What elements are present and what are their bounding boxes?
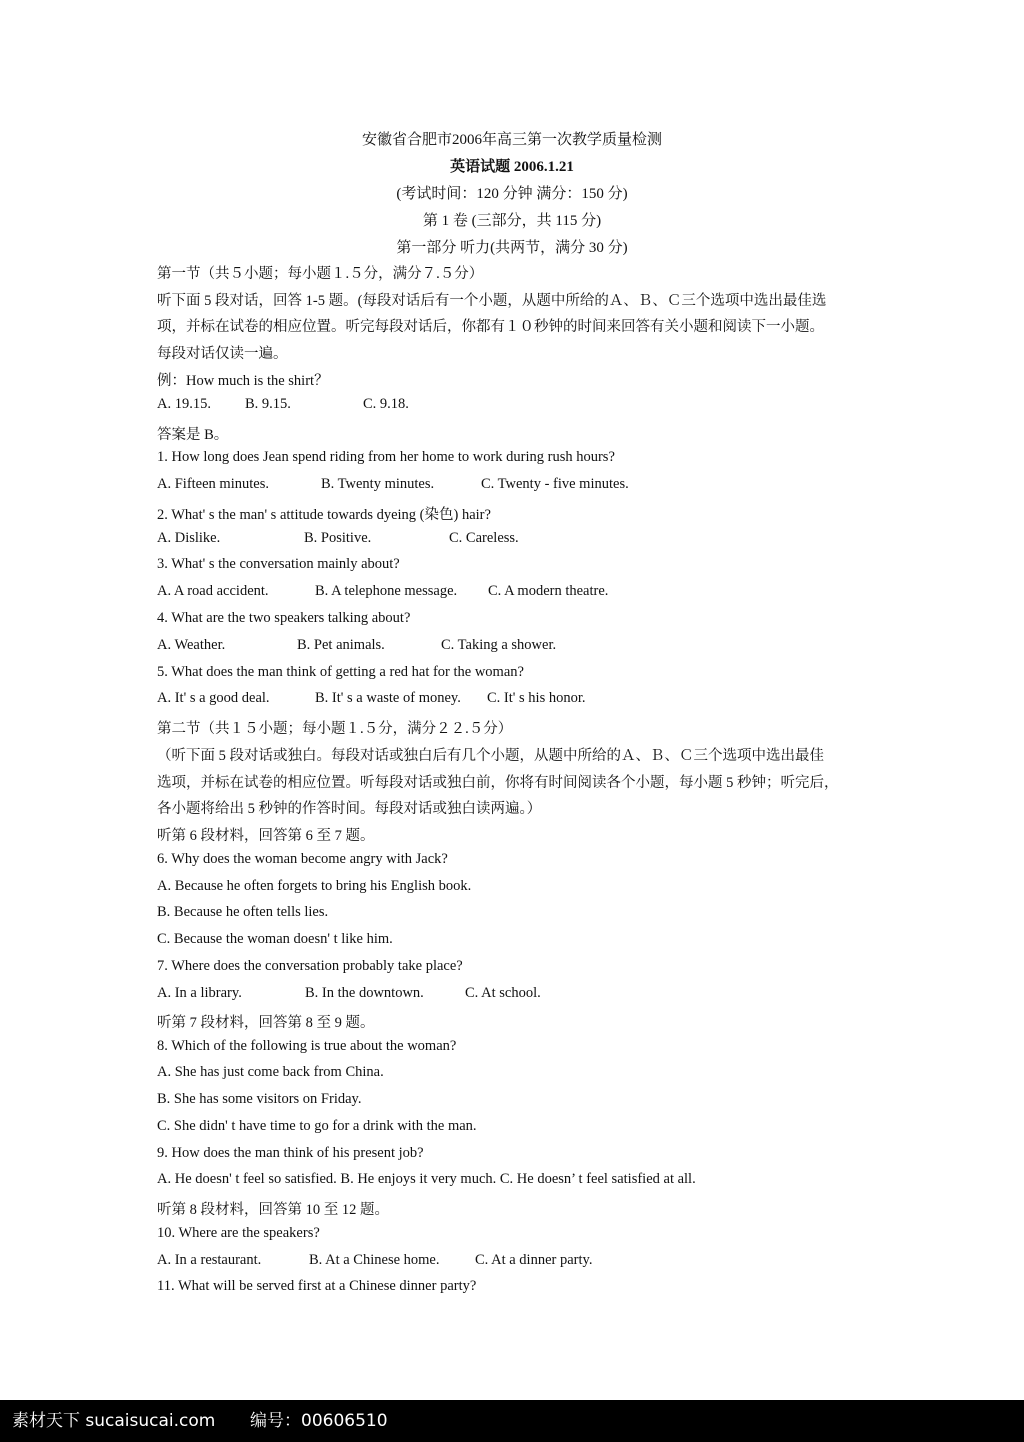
section2-title: 第二节（共１５小题；每小题１.５分，满分２２.５分） bbox=[157, 721, 513, 737]
question-8-option-a: A. She has just come back from China. bbox=[157, 1064, 384, 1080]
exam-title: 安徽省合肥市2006年高三第一次教学质量检测 bbox=[361, 132, 662, 148]
question-1: 1. How long does Jean spend riding from her home to work during rush hours? bbox=[157, 449, 615, 465]
option-b: B. At a Chinese home. bbox=[309, 1252, 440, 1268]
question-9: 9. How does the man think of his present job? bbox=[157, 1145, 424, 1161]
option-b: B. In the downtown. bbox=[305, 985, 424, 1001]
section1-instruction-line1: 听下面 5 段对话，回答 1-5 题。(每段对话后有一个小题，从题中所给的Ａ、Ｂ、Ｃ三个选项中选出最佳选 bbox=[157, 293, 827, 309]
question-4-options bbox=[157, 637, 556, 654]
volume-heading: 第 1 卷 (三部分，共 115 分) bbox=[422, 213, 602, 229]
example-answer: 答案是 B。 bbox=[157, 427, 229, 443]
question-8-option-b: B. She has some visitors on Friday. bbox=[157, 1091, 362, 1107]
question-7: 7. Where does the conversation probably take place? bbox=[157, 958, 463, 974]
question-1-options bbox=[157, 476, 629, 493]
option-b: B. It' s a waste of money. bbox=[315, 690, 461, 706]
option-c: C. At a dinner party. bbox=[475, 1252, 593, 1268]
option-a: A. A road accident. bbox=[157, 583, 269, 599]
section2-instruction-line2: 选项，并标在试卷的相应位置。听每段对话或独白前，你将有时间阅读各个小题，每小题 5 秒钟；听完后， bbox=[157, 775, 839, 791]
option-a: A. Fifteen minutes. bbox=[157, 476, 269, 492]
question-3: 3. What' s the conversation mainly about? bbox=[157, 556, 400, 572]
question-9-options: A. He doesn' t feel so satisfied. B. He enjoys it very much. C. He doesn’ t feel satisfied at all. bbox=[157, 1171, 696, 1187]
option-a: A. Dislike. bbox=[157, 530, 221, 546]
section1-title: 第一节（共５小题；每小题１.５分，满分７.５分） bbox=[157, 266, 484, 282]
option-a: A. It' s a good deal. bbox=[157, 690, 270, 706]
example-option-c: C. 9.18. bbox=[363, 396, 409, 412]
question-4: 4. What are the two speakers talking about? bbox=[157, 610, 411, 626]
option-c: C. It' s his honor. bbox=[487, 690, 586, 706]
material-8-heading: 听第 8 段材料，回答第 10 至 12 题。 bbox=[157, 1202, 389, 1218]
option-a: A. In a library. bbox=[157, 985, 242, 1001]
option-c: C. Twenty - five minutes. bbox=[481, 476, 629, 492]
section1-instruction-line2: 项，并标在试卷的相应位置。听完每段对话后，你都有１０秒钟的时间来回答有关小题和阅读下一小题。 bbox=[157, 319, 824, 335]
question-11: 11. What will be served first at a Chinese dinner party? bbox=[157, 1278, 477, 1294]
option-b: B. Twenty minutes. bbox=[321, 476, 435, 492]
question-5: 5. What does the man think of getting a red hat for the woman? bbox=[157, 664, 524, 680]
option-c: C. A modern theatre. bbox=[488, 583, 609, 599]
question-2: 2. What' s the man' s attitude towards dyeing (染色) hair? bbox=[157, 507, 491, 523]
question-2-options bbox=[157, 530, 519, 547]
example-options bbox=[157, 396, 409, 413]
option-c: C. Careless. bbox=[449, 530, 519, 546]
watermark-footer-bar bbox=[0, 1400, 1024, 1442]
part-heading: 第一部分 听力(共两节，满分 30 分) bbox=[396, 240, 628, 256]
question-6-option-a: A. Because he often forgets to bring his English book. bbox=[157, 878, 472, 894]
question-8: 8. Which of the following is true about the woman? bbox=[157, 1038, 457, 1054]
question-8-option-c: C. She didn' t have time to go for a drink with the man. bbox=[157, 1118, 477, 1134]
option-c: C. At school. bbox=[465, 985, 541, 1001]
option-a: A. Weather. bbox=[157, 637, 226, 653]
watermark-number: 编号：00606510 bbox=[250, 1411, 388, 1431]
option-b: B. A telephone message. bbox=[315, 583, 458, 599]
question-5-options bbox=[157, 690, 585, 707]
section2-instruction-line3: 各小题将给出 5 秒钟的作答时间。每段对话或独白读两遍。） bbox=[157, 801, 542, 817]
question-6-option-b: B. Because he often tells lies. bbox=[157, 904, 329, 920]
exam-time-info: (考试时间：120 分钟 满分：150 分) bbox=[396, 186, 628, 202]
example-option-b: B. 9.15. bbox=[245, 396, 291, 412]
section1-instruction-line3: 每段对话仅读一遍。 bbox=[157, 346, 288, 362]
example-option-a: A. 19.15. bbox=[157, 396, 211, 412]
question-7-options bbox=[157, 985, 541, 1002]
option-b: B. Pet animals. bbox=[297, 637, 385, 653]
section2-instruction-line1: （听下面 5 段对话或独白。每段对话或独白后有几个小题，从题中所给的Ａ、Ｂ、Ｃ三个选项中选出最佳 bbox=[157, 748, 824, 764]
question-6-option-c: C. Because the woman doesn' t like him. bbox=[157, 931, 393, 947]
material-7-heading: 听第 7 段材料，回答第 8 至 9 题。 bbox=[157, 1015, 375, 1031]
exam-subtitle: 英语试题 2006.1.21 bbox=[450, 159, 574, 175]
watermark-site: 素材天下 sucaisucai.com bbox=[12, 1411, 216, 1431]
question-6: 6. Why does the woman become angry with Jack? bbox=[157, 851, 448, 867]
option-b: B. Positive. bbox=[304, 530, 372, 546]
question-10-options bbox=[157, 1252, 592, 1269]
example-question: 例：How much is the shirt？ bbox=[157, 373, 329, 389]
option-c: C. Taking a shower. bbox=[441, 637, 557, 653]
question-10: 10. Where are the speakers? bbox=[157, 1225, 320, 1241]
question-3-options bbox=[157, 583, 608, 600]
option-a: A. In a restaurant. bbox=[157, 1252, 262, 1268]
material-6-heading: 听第 6 段材料，回答第 6 至 7 题。 bbox=[157, 828, 375, 844]
